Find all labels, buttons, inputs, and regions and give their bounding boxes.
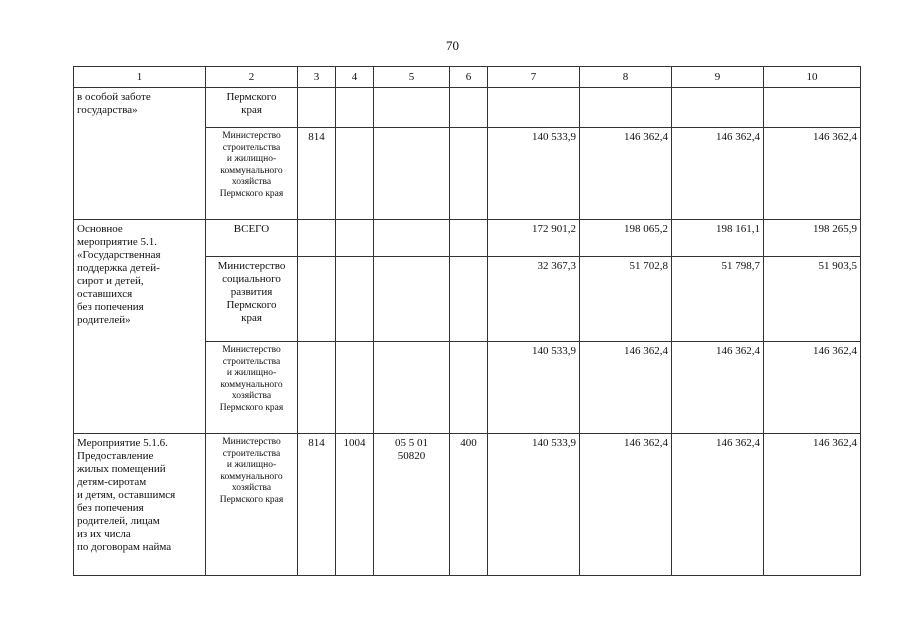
amount-cell-col9 <box>672 88 764 128</box>
amount-cell-col7: 140 533,9 <box>488 434 580 576</box>
column-header: 4 <box>336 67 374 88</box>
section-code-cell <box>336 220 374 257</box>
target-article-cell: 05 5 01 50820 <box>374 434 450 576</box>
column-header: 1 <box>74 67 206 88</box>
expense-type-cell <box>450 220 488 257</box>
section-code-cell <box>336 342 374 434</box>
activity-cell: Мероприятие 5.1.6. Предоставление жилых помещений детям-сиротам и детям, оставшимся без попечения родителей, лицам из их числа по договорам найма <box>74 434 206 576</box>
amount-cell-col9: 198 161,1 <box>672 220 764 257</box>
amount-cell-col7: 32 367,3 <box>488 257 580 342</box>
admin-code-cell: 814 <box>298 434 336 576</box>
section-code-cell: 1004 <box>336 434 374 576</box>
admin-code-cell <box>298 220 336 257</box>
executor-cell: Министерство строительства и жилищно- коммунального хозяйства Пермского края <box>206 342 298 434</box>
section-code-cell <box>336 257 374 342</box>
admin-code-cell: 814 <box>298 128 336 220</box>
table-header-row <box>74 67 861 88</box>
column-header: 9 <box>672 67 764 88</box>
column-header: 3 <box>298 67 336 88</box>
amount-cell-col9: 146 362,4 <box>672 434 764 576</box>
amount-cell-col10: 146 362,4 <box>764 434 861 576</box>
amount-cell-col10 <box>764 88 861 128</box>
target-article-cell <box>374 257 450 342</box>
executor-cell: ВСЕГО <box>206 220 298 257</box>
amount-cell-col10: 198 265,9 <box>764 220 861 257</box>
table-row <box>74 88 861 128</box>
section-code-cell <box>336 128 374 220</box>
column-header: 2 <box>206 67 298 88</box>
amount-cell-col8: 146 362,4 <box>580 128 672 220</box>
target-article-cell <box>374 128 450 220</box>
amount-cell-col7: 140 533,9 <box>488 128 580 220</box>
column-header: 10 <box>764 67 861 88</box>
table-row <box>74 220 861 257</box>
amount-cell-col10: 146 362,4 <box>764 342 861 434</box>
amount-cell-col10: 146 362,4 <box>764 128 861 220</box>
target-article-cell <box>374 220 450 257</box>
amount-cell-col7 <box>488 88 580 128</box>
admin-code-cell <box>298 342 336 434</box>
amount-cell-col9: 51 798,7 <box>672 257 764 342</box>
amount-cell-col10: 51 903,5 <box>764 257 861 342</box>
expense-type-cell <box>450 257 488 342</box>
amount-cell-col8 <box>580 88 672 128</box>
column-header: 8 <box>580 67 672 88</box>
page-number: 70 <box>446 38 459 53</box>
admin-code-cell <box>298 257 336 342</box>
activity-cell: в особой заботе государства» <box>74 88 206 220</box>
expense-type-cell <box>450 342 488 434</box>
activity-cell: Основное мероприятие 5.1. «Государственная поддержка детей- сирот и детей, оставшихся без попечения родителей» <box>74 220 206 434</box>
expense-type-cell <box>450 128 488 220</box>
admin-code-cell <box>298 88 336 128</box>
column-header: 5 <box>374 67 450 88</box>
executor-cell: Министерство строительства и жилищно- коммунального хозяйства Пермского края <box>206 128 298 220</box>
section-code-cell <box>336 88 374 128</box>
executor-cell: Пермского края <box>206 88 298 128</box>
column-header: 6 <box>450 67 488 88</box>
column-header: 7 <box>488 67 580 88</box>
amount-cell-col8: 198 065,2 <box>580 220 672 257</box>
budget-table <box>73 66 861 576</box>
expense-type-cell <box>450 88 488 128</box>
amount-cell-col9: 146 362,4 <box>672 128 764 220</box>
amount-cell-col7: 140 533,9 <box>488 342 580 434</box>
executor-cell: Министерство социального развития Пермского края <box>206 257 298 342</box>
executor-cell: Министерство строительства и жилищно- коммунального хозяйства Пермского края <box>206 434 298 576</box>
amount-cell-col8: 146 362,4 <box>580 434 672 576</box>
amount-cell-col8: 51 702,8 <box>580 257 672 342</box>
amount-cell-col8: 146 362,4 <box>580 342 672 434</box>
expense-type-cell: 400 <box>450 434 488 576</box>
table-row <box>74 434 861 576</box>
target-article-cell <box>374 88 450 128</box>
amount-cell-col7: 172 901,2 <box>488 220 580 257</box>
amount-cell-col9: 146 362,4 <box>672 342 764 434</box>
target-article-cell <box>374 342 450 434</box>
